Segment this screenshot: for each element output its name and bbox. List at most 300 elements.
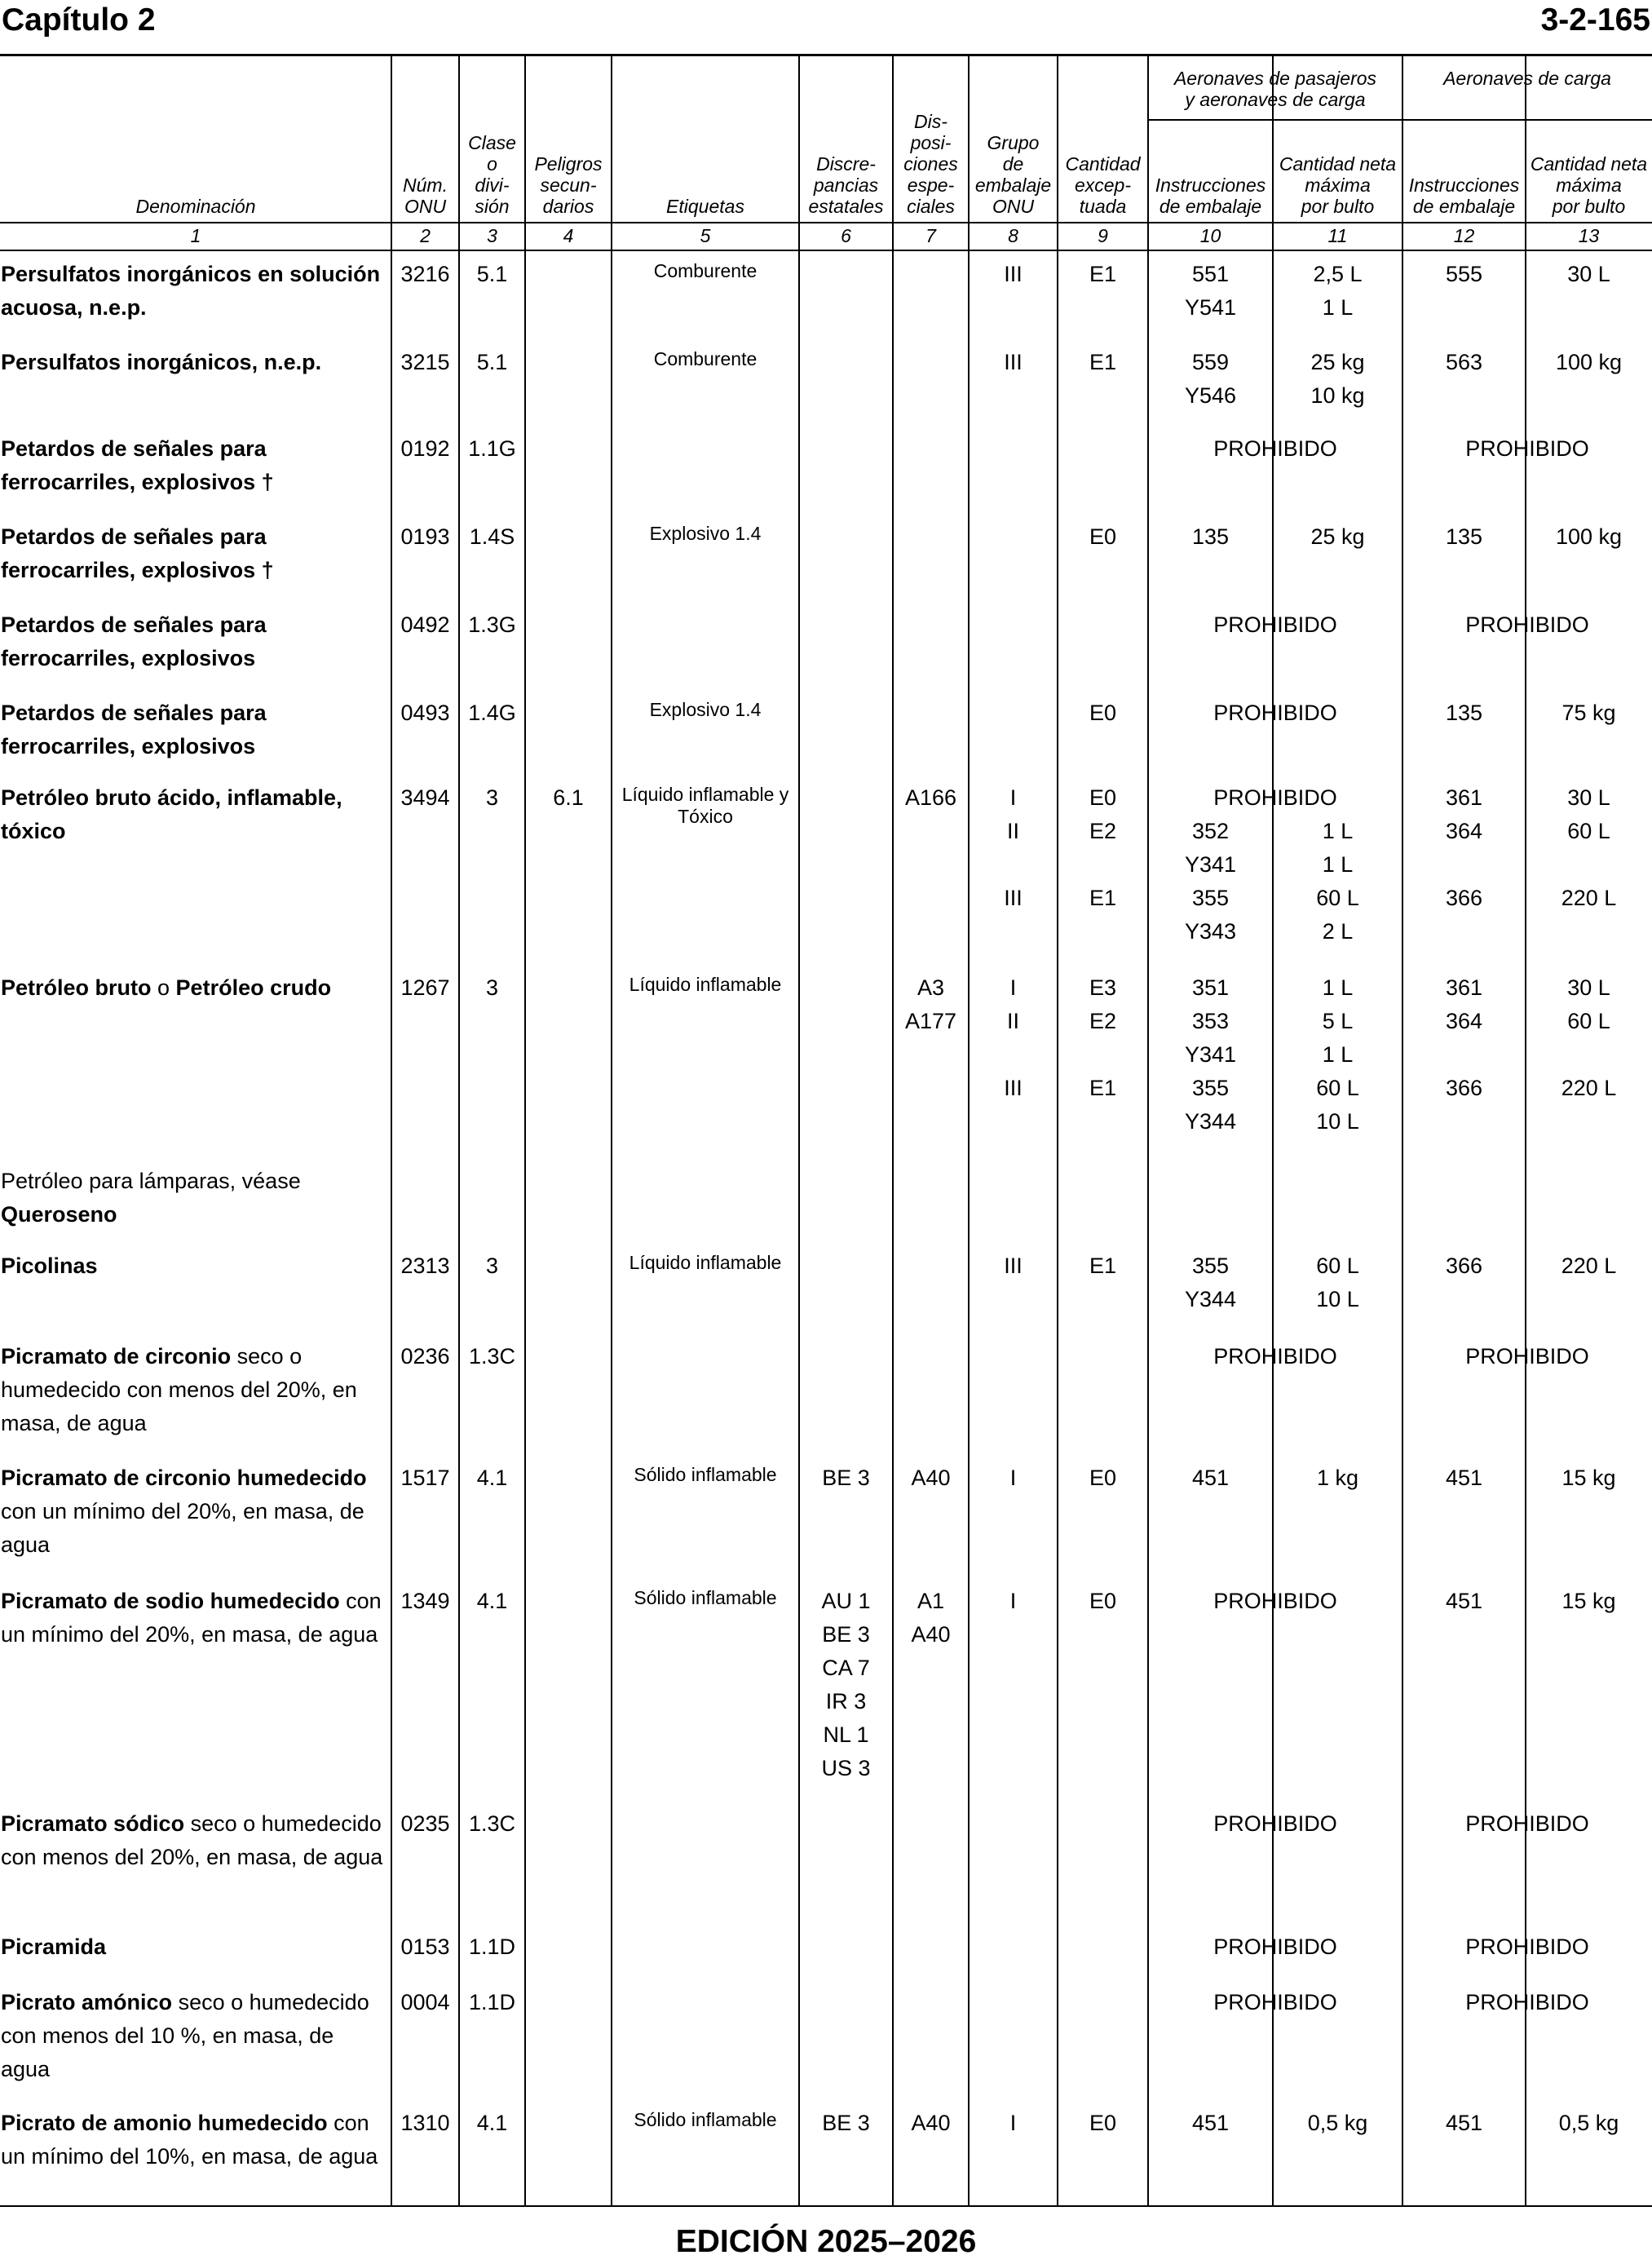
header-c6-line: Discre-	[816, 153, 876, 175]
page-number: 3-2-165	[1540, 2, 1650, 38]
hazard-class-value: 1.1G	[468, 436, 516, 461]
hazard-class	[459, 608, 525, 642]
header-c8-line: Grupo	[987, 132, 1040, 153]
excepted-quantity-value: E0	[1089, 785, 1117, 810]
pax-forbidden: PROHIBIDO	[1213, 785, 1337, 810]
cargo-packing-instruction-value: 366	[1445, 886, 1483, 910]
header-c6-line: pancias	[813, 175, 879, 196]
un-number-value: 0235	[400, 1811, 450, 1836]
un-number	[391, 1340, 459, 1373]
hazard-class-value: 1.3C	[468, 1811, 516, 1836]
column-number: 7	[925, 225, 936, 246]
hazard-class-value: 4.1	[476, 1466, 508, 1490]
special-provision-value: A40	[911, 2111, 951, 2135]
header-c13-line: máxima	[1556, 175, 1622, 196]
un-number-value: 1517	[400, 1466, 450, 1490]
header-c9-line: Cantidad	[1065, 153, 1141, 175]
state-variation-value: CA 7	[822, 1656, 870, 1680]
header-c9-line: tuada	[1079, 196, 1127, 217]
excepted-quantity-value: E3	[1089, 975, 1117, 1000]
cargo-packing-instruction-value	[1402, 848, 1526, 882]
pax-packing-instruction	[1148, 346, 1273, 413]
cargo-packing-instruction	[1402, 1461, 1526, 1495]
header-passenger-aircraft-line: y aeronaves de carga	[1185, 89, 1366, 110]
pax-max-net-quantity-value: 1 L	[1322, 819, 1354, 843]
header-c13	[1526, 153, 1652, 217]
header-c6	[799, 153, 893, 217]
column-number: 13	[1578, 225, 1600, 246]
substance-name: Picolinas	[1, 1254, 98, 1278]
header-c11-line: Cantidad neta	[1279, 153, 1397, 175]
hazard-label: Líquido inflamable	[629, 1252, 782, 1273]
pax-packing-instruction	[1148, 1249, 1273, 1316]
excepted-quantity-value: E0	[1089, 701, 1117, 725]
cargo-packing-instruction-value: 135	[1445, 524, 1483, 549]
cargo-max-net-quantity-value	[1526, 1038, 1652, 1072]
cargo-packing-instruction	[1402, 781, 1526, 948]
hazard-class	[459, 1249, 525, 1283]
substance-name: Picramato de sodio humedecido con un mínimo del 20%, en masa, de agua	[1, 1589, 382, 1647]
column-number: 12	[1453, 225, 1475, 246]
cargo-packing-instruction	[1402, 346, 1526, 379]
packing-group	[969, 1585, 1058, 1618]
special-provision-value: A40	[911, 1466, 951, 1490]
pax-packing-instruction-value: Y546	[1184, 383, 1237, 408]
column-divider	[892, 55, 894, 2205]
state-variation-value: NL 1	[823, 1722, 869, 1747]
un-number-value: 0493	[400, 701, 450, 725]
cargo-packing-instruction-value: 361	[1445, 785, 1483, 810]
header-c6-line: estatales	[808, 196, 884, 217]
packing-group-value: II	[1006, 819, 1019, 843]
state-variation	[799, 1585, 893, 1785]
special-provision	[893, 1585, 969, 1652]
un-number	[391, 1930, 459, 1964]
cargo-forbidden: PROHIBIDO	[1465, 1811, 1589, 1836]
substance-name: Petardos de señales para ferrocarriles, explosivos †	[1, 524, 274, 582]
hazard-label: Sólido inflamable	[634, 2109, 777, 2130]
page-header	[0, 0, 1652, 56]
pax-max-net-quantity-value: 1 L	[1322, 975, 1354, 1000]
hazard-label: Comburente	[653, 260, 758, 281]
packing-group-value: III	[1004, 1254, 1023, 1278]
cargo-max-net-quantity	[1526, 258, 1652, 291]
header-cargo-aircraft-line: Aeronaves de carga	[1443, 68, 1611, 89]
state-variation	[799, 1461, 893, 1495]
pax-max-net-quantity-value: 5 L	[1322, 1009, 1354, 1033]
column-number: 2	[420, 225, 431, 246]
header-c4-line: secun-	[540, 175, 597, 196]
special-provision	[893, 2107, 969, 2140]
cargo-max-net-quantity	[1526, 971, 1652, 1139]
header-c8-line: de	[1002, 153, 1024, 175]
hazard-class	[459, 1930, 525, 1964]
pax-forbidden: PROHIBIDO	[1213, 701, 1337, 725]
special-provision-value: A1	[917, 1589, 945, 1613]
un-number-value: 3494	[400, 785, 450, 810]
hazard-class-value: 5.1	[476, 262, 508, 286]
excepted-quantity-value: E2	[1089, 1009, 1117, 1033]
header-c5	[612, 196, 799, 217]
header-c8	[969, 132, 1058, 217]
hazard-class	[459, 971, 525, 1005]
cargo-max-net-quantity	[1526, 2107, 1652, 2140]
packing-group-value: I	[1009, 1589, 1017, 1613]
header-c10-line: Instrucciones	[1155, 175, 1266, 196]
cargo-max-net-quantity-value: 30 L	[1567, 975, 1610, 1000]
pax-max-net-quantity-value: 25 kg	[1310, 350, 1365, 374]
pax-packing-instruction-value: 135	[1191, 524, 1230, 549]
header-c9-line: excep-	[1074, 175, 1132, 196]
pax-forbidden: PROHIBIDO	[1213, 612, 1337, 637]
hazard-class	[459, 1986, 525, 2019]
pax-max-net-quantity-value: 1 kg	[1316, 1466, 1359, 1490]
state-variation-value: AU 1	[821, 1589, 871, 1613]
pax-max-net-quantity-value: 1 L	[1322, 1042, 1354, 1067]
excepted-quantity-value	[1058, 1105, 1148, 1139]
hazard-class-value: 1.4S	[469, 524, 515, 549]
hazard-class-value: 3	[485, 975, 499, 1000]
header-c3-line: divi-	[475, 175, 510, 196]
un-number-value: 1310	[400, 2111, 450, 2135]
pax-max-net-quantity-value: 1 L	[1322, 852, 1354, 877]
cargo-packing-instruction-value: 361	[1445, 975, 1483, 1000]
pax-max-net-quantity-value: 60 L	[1316, 886, 1359, 910]
header-c3-line: Clase	[468, 132, 516, 153]
header-c12-line: de embalaje	[1412, 196, 1516, 217]
header-cargo-aircraft	[1402, 68, 1652, 89]
header-c7	[893, 111, 969, 217]
hazard-class	[459, 520, 525, 554]
un-number	[391, 1986, 459, 2019]
cargo-packing-instruction-value	[1402, 915, 1526, 948]
hazard-label: Explosivo 1.4	[649, 523, 762, 544]
cargo-max-net-quantity-value: 100 kg	[1555, 524, 1623, 549]
packing-group	[969, 2107, 1058, 2140]
header-c13-line: Cantidad neta	[1530, 153, 1648, 175]
substance-name: Petróleo bruto ácido, inflamable, tóxico	[1, 785, 342, 843]
excepted-quantity-value: E0	[1089, 2111, 1117, 2135]
header-c5-line: Etiquetas	[666, 196, 744, 217]
un-number-value: 3215	[400, 350, 450, 374]
cargo-packing-instruction-value: 451	[1445, 2111, 1483, 2135]
pax-max-net-quantity-value: 25 kg	[1310, 524, 1365, 549]
packing-group	[969, 258, 1058, 291]
subsidiary-hazard	[525, 781, 612, 815]
pax-max-net-quantity	[1273, 1461, 1402, 1495]
substance-name: Picramato de circonio seco o humedecido con menos del 20%, en masa, de agua	[1, 1344, 357, 1435]
pax-packing-instruction-value: 551	[1191, 262, 1230, 286]
excepted-quantity-value: E0	[1089, 1466, 1117, 1490]
pax-max-net-quantity-value: 2 L	[1322, 919, 1354, 944]
cargo-max-net-quantity-value	[1526, 915, 1652, 948]
cargo-max-net-quantity-value: 60 L	[1567, 819, 1610, 843]
header-c7-line: posi-	[910, 132, 952, 153]
packing-group-value	[969, 848, 1058, 882]
cargo-forbidden: PROHIBIDO	[1465, 612, 1589, 637]
header-c4-line: darios	[542, 196, 594, 217]
packing-group	[969, 1249, 1058, 1283]
cargo-packing-instruction	[1402, 696, 1526, 730]
hazard-label: Sólido inflamable	[634, 1587, 777, 1608]
packing-group	[969, 346, 1058, 379]
pax-packing-instruction-value: 353	[1191, 1009, 1230, 1033]
pax-forbidden: PROHIBIDO	[1213, 1935, 1337, 1959]
substance-name: Persulfatos inorgánicos en solución acuosa, n.e.p.	[1, 262, 381, 320]
packing-group-value	[969, 1105, 1058, 1139]
un-number	[391, 258, 459, 291]
hazard-class	[459, 2107, 525, 2140]
header-c3-line: sión	[475, 196, 510, 217]
pax-packing-instruction-value: 355	[1191, 1076, 1230, 1100]
excepted-quantity-value: E0	[1089, 1589, 1117, 1613]
packing-group-value: II	[1006, 1009, 1019, 1033]
header-c7-line: ciales	[907, 196, 955, 217]
header-c8-line: ONU	[992, 196, 1035, 217]
pax-max-net-quantity-value: 10 kg	[1310, 383, 1365, 408]
cargo-max-net-quantity	[1526, 520, 1652, 554]
un-number	[391, 1249, 459, 1283]
pax-forbidden: PROHIBIDO	[1213, 1811, 1337, 1836]
cargo-max-net-quantity	[1526, 1249, 1652, 1283]
cargo-packing-instruction	[1402, 2107, 1526, 2140]
substance-name: Picramato sódico seco o humedecido con menos del 20%, en masa, de agua	[1, 1811, 383, 1869]
substance-name: Petróleo para lámparas, véase Queroseno	[1, 1169, 301, 1227]
pax-forbidden: PROHIBIDO	[1213, 436, 1337, 461]
header-c12-line: Instrucciones	[1408, 175, 1520, 196]
pax-packing-instruction-value: Y344	[1184, 1109, 1237, 1134]
hazard-class-value: 3	[485, 785, 499, 810]
header-c3-line: o	[487, 153, 497, 175]
cargo-max-net-quantity	[1526, 1585, 1652, 1618]
cargo-max-net-quantity-value: 30 L	[1567, 785, 1610, 810]
header-c11-line: por bulto	[1301, 196, 1375, 217]
excepted-quantity-value: E0	[1089, 524, 1117, 549]
hazard-class-value: 4.1	[476, 1589, 508, 1613]
hazard-label: Líquido inflamable	[629, 974, 782, 995]
pax-packing-instruction-value: 451	[1191, 1466, 1230, 1490]
column-number: 1	[190, 225, 201, 246]
pax-max-net-quantity	[1273, 346, 1402, 413]
cargo-packing-instruction-value: 451	[1445, 1589, 1483, 1613]
header-c7-line: espe-	[907, 175, 955, 196]
cargo-packing-instruction-value: 451	[1445, 1466, 1483, 1490]
hazard-class-value: 5.1	[476, 350, 508, 374]
header-c12	[1402, 175, 1526, 217]
pax-packing-instruction	[1148, 1461, 1273, 1495]
excepted-quantity-value	[1058, 915, 1148, 948]
excepted-quantity-value: E1	[1089, 886, 1117, 910]
un-number-value: 3216	[400, 262, 450, 286]
header-c2-line: Núm.	[403, 175, 448, 196]
pax-packing-instruction-value: 355	[1191, 886, 1230, 910]
packing-group	[969, 1461, 1058, 1495]
excepted-quantity	[1058, 971, 1148, 1139]
un-number-value: 0193	[400, 524, 450, 549]
pax-packing-instruction-value: Y541	[1184, 295, 1237, 320]
substance-name: Petardos de señales para ferrocarriles, explosivos	[1, 701, 267, 758]
special-provision-value: A166	[904, 785, 957, 810]
packing-group-value: I	[1009, 1466, 1017, 1490]
un-number-value: 2313	[400, 1254, 450, 1278]
excepted-quantity-value: E2	[1089, 819, 1117, 843]
cargo-packing-instruction	[1402, 971, 1526, 1139]
un-number-value: 0004	[400, 1990, 450, 2014]
cargo-max-net-quantity-value: 75 kg	[1561, 701, 1616, 725]
pax-packing-instruction	[1148, 520, 1273, 554]
cargo-max-net-quantity-value: 15 kg	[1561, 1589, 1616, 1613]
pax-packing-instruction-value: Y344	[1184, 1287, 1237, 1311]
special-provision-value: A40	[911, 1622, 951, 1647]
header-group-rule	[1148, 119, 1652, 121]
hazard-class	[459, 1807, 525, 1841]
special-provision-value: A177	[904, 1009, 957, 1033]
pax-max-net-quantity	[1273, 1249, 1402, 1316]
hazard-label: Sólido inflamable	[634, 1464, 777, 1485]
excepted-quantity-value	[1058, 1038, 1148, 1072]
state-variation-value: BE 3	[822, 2111, 870, 2135]
un-number-value: 0192	[400, 436, 450, 461]
pax-packing-instruction	[1148, 971, 1273, 1139]
substance-name: Picrato de amonio humedecido con un mínimo del 10%, en masa, de agua	[1, 2111, 378, 2169]
pax-max-net-quantity-value: 0,5 kg	[1307, 2111, 1368, 2135]
cargo-packing-instruction-value: 555	[1445, 262, 1483, 286]
packing-group	[969, 781, 1058, 948]
excepted-quantity	[1058, 520, 1148, 554]
packing-group-value: I	[1009, 785, 1017, 810]
hazard-class	[459, 1461, 525, 1495]
packing-group-value	[969, 1038, 1058, 1072]
cargo-packing-instruction-value: 563	[1445, 350, 1483, 374]
column-number: 4	[563, 225, 574, 246]
cargo-max-net-quantity-value: 0,5 kg	[1558, 2111, 1619, 2135]
cargo-max-net-quantity-value: 100 kg	[1555, 350, 1623, 374]
hazard-label: Explosivo 1.4	[649, 699, 762, 720]
pax-packing-instruction-value: Y341	[1184, 852, 1237, 877]
header-c7-line: Dis-	[914, 111, 947, 132]
column-number: 5	[700, 225, 711, 246]
excepted-quantity	[1058, 1249, 1148, 1283]
packing-group-value: III	[1004, 350, 1023, 374]
pax-forbidden: PROHIBIDO	[1213, 1344, 1337, 1369]
chapter-title: Capítulo 2	[2, 2, 156, 38]
cargo-forbidden: PROHIBIDO	[1465, 1344, 1589, 1369]
substance-name: Picramato de circonio humedecido con un mínimo del 20%, en masa, de agua	[1, 1466, 367, 1557]
packing-group-value: III	[1004, 1076, 1023, 1100]
hazard-class	[459, 432, 525, 466]
un-number	[391, 520, 459, 554]
header-c1-line: Denominación	[135, 196, 256, 217]
cargo-packing-instruction-value: 364	[1445, 1009, 1483, 1033]
special-provision-value: A3	[917, 975, 945, 1000]
pax-packing-instruction-value: 451	[1191, 2111, 1230, 2135]
header-c3	[459, 132, 525, 217]
column-number: 6	[841, 225, 851, 246]
header-c11	[1273, 153, 1402, 217]
excepted-quantity-value	[1058, 848, 1148, 882]
excepted-quantity	[1058, 1461, 1148, 1495]
packing-group	[969, 971, 1058, 1139]
header-c2-line: ONU	[404, 196, 447, 217]
substance-name: Petardos de señales para ferrocarriles, explosivos	[1, 612, 267, 670]
un-number	[391, 1807, 459, 1841]
cargo-max-net-quantity-value: 15 kg	[1561, 1466, 1616, 1490]
cargo-packing-instruction	[1402, 520, 1526, 554]
excepted-quantity	[1058, 696, 1148, 730]
un-number	[391, 346, 459, 379]
special-provision	[893, 781, 969, 815]
cargo-packing-instruction-value: 366	[1445, 1254, 1483, 1278]
subsidiary-hazard-value: 6.1	[553, 785, 584, 810]
cargo-max-net-quantity-value: 220 L	[1561, 886, 1617, 910]
packing-group-value: I	[1009, 975, 1017, 1000]
pax-packing-instruction-value: 351	[1191, 975, 1230, 1000]
substance-name: Persulfatos inorgánicos, n.e.p.	[1, 350, 322, 374]
excepted-quantity	[1058, 781, 1148, 948]
hazard-class	[459, 781, 525, 815]
cargo-max-net-quantity-value: 30 L	[1567, 262, 1610, 286]
header-c4	[525, 153, 612, 217]
cargo-packing-instruction-value	[1402, 1105, 1526, 1139]
hazard-class	[459, 258, 525, 291]
un-number-value: 0236	[400, 1344, 450, 1369]
header-c2	[391, 175, 459, 217]
pax-packing-instruction-value: Y341	[1184, 1042, 1237, 1067]
un-number	[391, 1461, 459, 1495]
pax-max-net-quantity	[1273, 520, 1402, 554]
packing-group-value: I	[1009, 2111, 1017, 2135]
pax-forbidden: PROHIBIDO	[1213, 1990, 1337, 2014]
cargo-forbidden: PROHIBIDO	[1465, 436, 1589, 461]
cargo-max-net-quantity-value: 60 L	[1567, 1009, 1610, 1033]
hazard-class-value: 3	[485, 1254, 499, 1278]
header-passenger-aircraft-line: Aeronaves de pasajeros	[1173, 68, 1377, 89]
header-c10	[1148, 175, 1273, 217]
hazard-class-value: 1.4G	[468, 701, 516, 725]
pax-max-net-quantity-value: 60 L	[1316, 1254, 1359, 1278]
hazard-class	[459, 1585, 525, 1618]
hazard-class	[459, 346, 525, 379]
un-number	[391, 432, 459, 466]
un-number-value: 0492	[400, 612, 450, 637]
packing-group-value: III	[1004, 886, 1023, 910]
header-c9	[1058, 153, 1148, 217]
special-provision	[893, 1461, 969, 1495]
un-number	[391, 696, 459, 730]
header-c7-line: ciones	[903, 153, 958, 175]
pax-max-net-quantity-value: 60 L	[1316, 1076, 1359, 1100]
hazard-label: Comburente	[653, 348, 758, 369]
header-rule	[0, 222, 1652, 223]
excepted-quantity	[1058, 2107, 1148, 2140]
pax-packing-instruction	[1148, 258, 1273, 325]
pax-max-net-quantity	[1273, 2107, 1402, 2140]
hazard-label: Líquido inflamable y Tóxico	[621, 784, 789, 827]
pax-max-net-quantity-value: 2,5 L	[1313, 262, 1363, 286]
hazard-class	[459, 1340, 525, 1373]
state-variation-value: IR 3	[825, 1689, 867, 1713]
header-c8-line: embalaje	[974, 175, 1052, 196]
excepted-quantity	[1058, 258, 1148, 291]
substance-name: Petróleo bruto o Petróleo crudo	[1, 975, 332, 1000]
cargo-forbidden: PROHIBIDO	[1465, 1935, 1589, 1959]
un-number	[391, 781, 459, 815]
cargo-max-net-quantity-value	[1526, 848, 1652, 882]
column-divider	[611, 55, 612, 2205]
cargo-packing-instruction-value: 135	[1445, 701, 1483, 725]
hazard-class-value: 1.1D	[468, 1990, 516, 2014]
edition-footer: EDICIÓN 2025–2026	[675, 2224, 977, 2259]
